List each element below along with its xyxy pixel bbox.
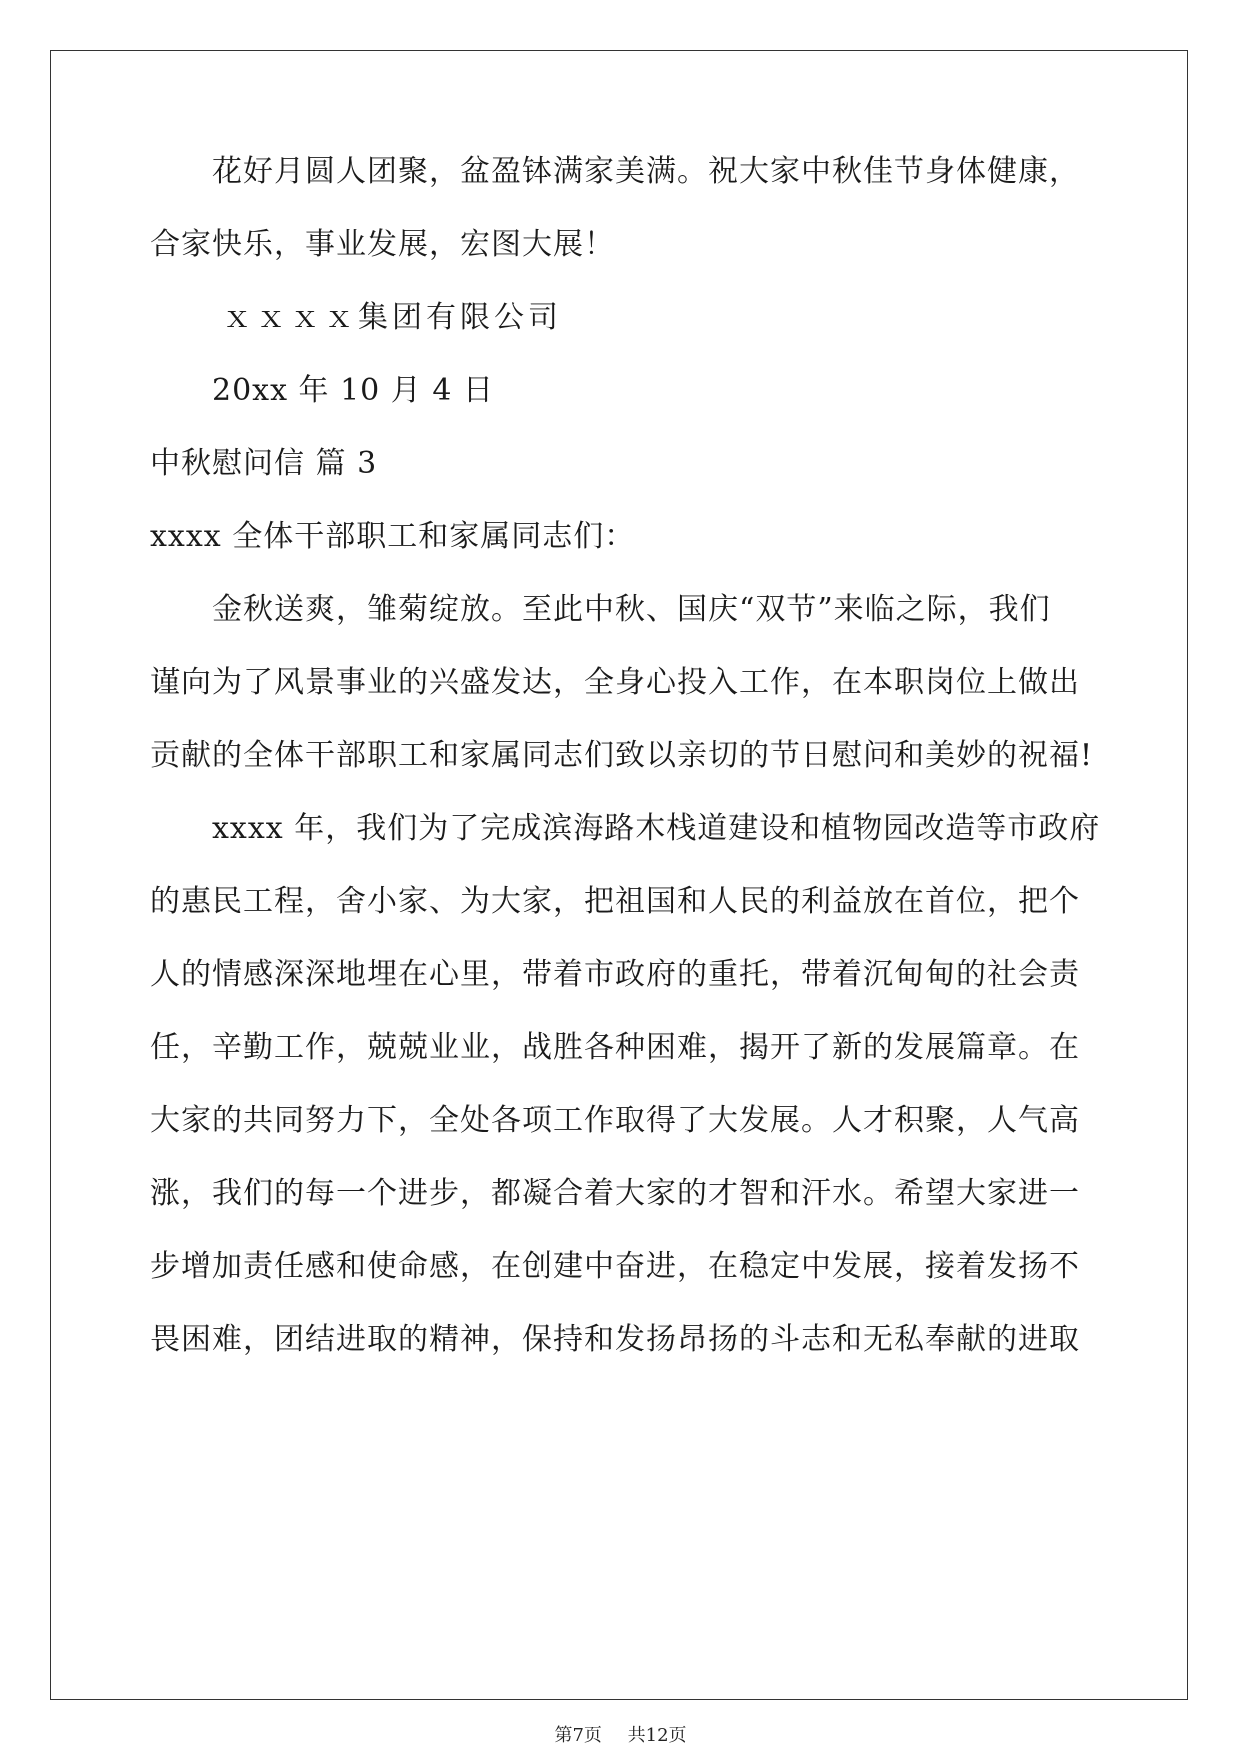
paragraph-line: xxxx 年，我们为了完成滨海路木栈道建设和植物园改造等市政府 [212,811,1101,846]
salutation: xxxx 全体干部职工和家属同志们： [150,519,636,554]
paragraph-line: 合家快乐，事业发展，宏图大展！ [150,227,615,262]
paragraph-line: 大家的共同努力下，全处各项工作取得了大发展。人才积聚，人气高 [150,1103,1080,1138]
paragraph-line: 贡献的全体干部职工和家属同志们致以亲切的节日慰问和美妙的祝福! [150,738,1094,773]
page-total: 共12页 [627,1725,687,1746]
paragraph-line: 畏困难，团结进取的精神，保持和发扬昂扬的斗志和无私奉献的进取 [150,1322,1080,1357]
page-number: 第7页 [554,1725,602,1746]
paragraph-line: 金秋送爽，雏菊绽放。至此中秋、国庆“双节”来临之际，我们 [212,592,1051,627]
paragraph-line: 的惠民工程，舍小家、为大家，把祖国和人民的利益放在首位，把个 [150,884,1080,919]
section-heading: 中秋慰问信 篇 3 [150,446,378,481]
paragraph-line: 人的情感深深地埋在心里，带着市政府的重托，带着沉甸甸的社会责 [150,957,1080,992]
page-footer [0,1725,1241,1747]
paragraph-line: 步增加责任感和使命感，在创建中奋进，在稳定中发展，接着发扬不 [150,1249,1080,1284]
paragraph-line: 涨，我们的每一个进步，都凝合着大家的才智和汗水。希望大家进一 [150,1176,1080,1211]
paragraph-line: 花好月圆人团聚，盆盈钵满家美满。祝大家中秋佳节身体健康， [212,154,1080,189]
paragraph-line: 谨向为了风景事业的兴盛发达，全身心投入工作，在本职岗位上做出 [150,665,1080,700]
signature-date: 20xx 年 10 月 4 日 [212,373,494,408]
paragraph-line: 任，辛勤工作，兢兢业业，战胜各种困难，揭开了新的发展篇章。在 [150,1030,1080,1065]
signature-company: ｘｘｘｘ集团有限公司 [222,300,562,335]
page-frame [50,50,1188,1700]
